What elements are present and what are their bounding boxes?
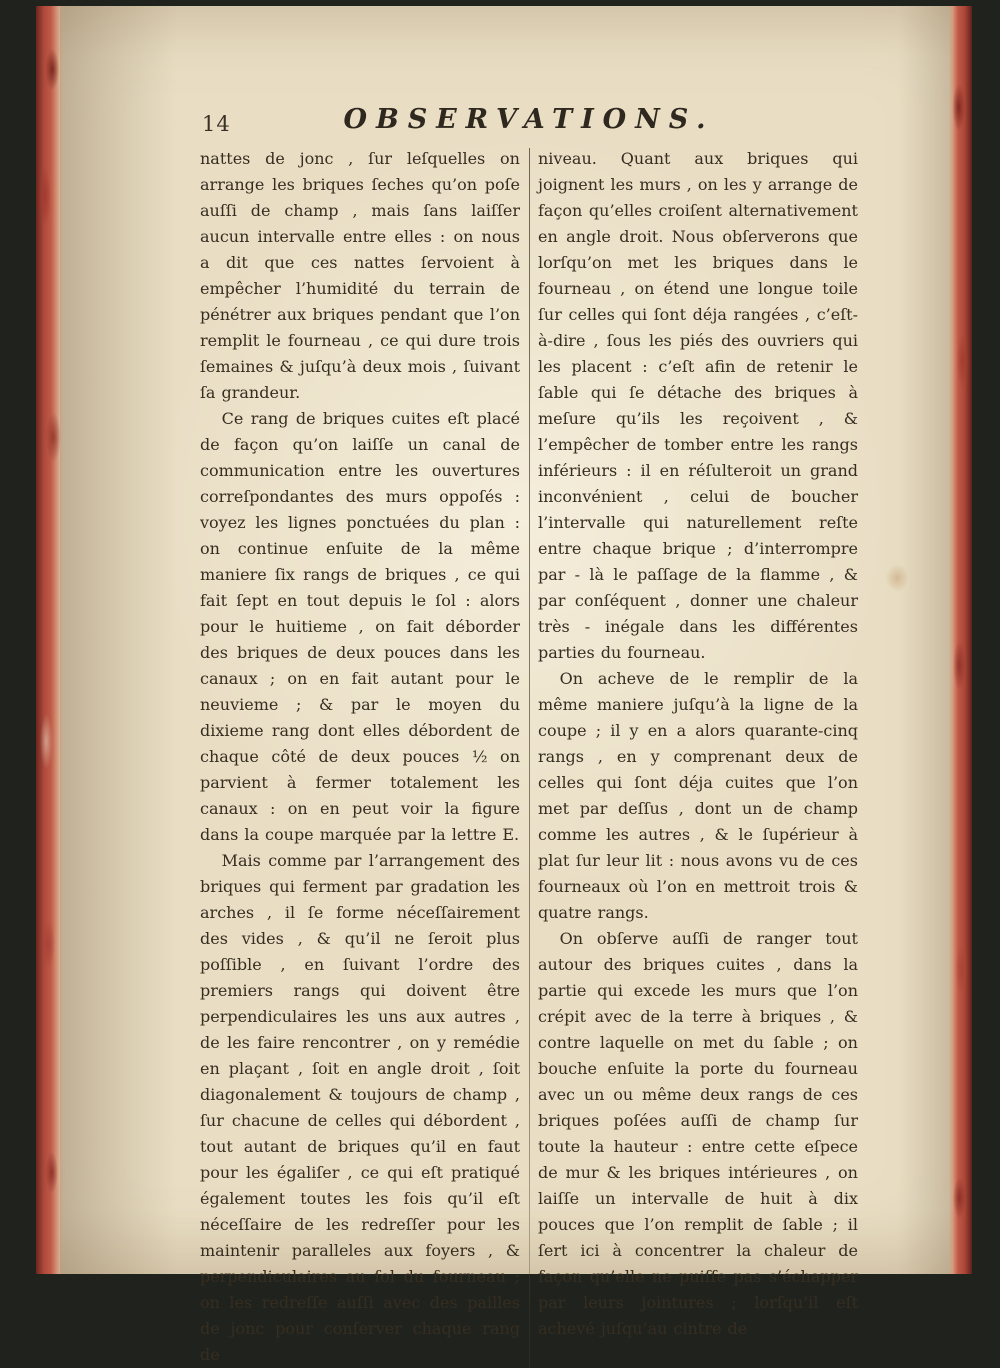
paragraph: nattes de jonc , ſur leſquelles on arrange les briques ſeches qu’on poſe auſſi de champ , mais ſans laiſſer aucun intervalle entre elles : on nous a dit que ces nattes ſervoient à empêcher l’humidité du terrain de pénétrer aux briques pendant que l’on remplit le fourneau , ce qui dure trois ſemaines & juſqu’à deux mois , ſuivant ſa grandeur. bbox=[200, 149, 520, 402]
paragraph: Ce rang de briques cuites eſt placé de façon qu’on laiſſe un canal de communication entre les ouvertures correſpondantes des murs oppoſés : voyez les lignes ponctuées du plan : on continue enſuite de la même maniere ſix rangs de briques , ce qui fait ſept en tout depuis le ſol : alors pour le huitieme , on fait déborder des briques de deux pouces dans les canaux ; on en fait autant pour le neuvieme ; & par le moyen du dixieme rang dont elles débordent de chaque côté de deux pouces ½ on parvient à fermer totalement les canaux : on en peut voir la figure dans la coupe marquée par la lettre E. bbox=[200, 409, 520, 844]
paragraph: On obſerve auſſi de ranger tout autour des briques cuites , dans la partie qui excede les murs que l’on crépit avec de la terre à briques , & contre laquelle on met du ſable ; on bouche enſuite la porte du fourneau avec un ou même deux rangs de ces briques poſées auſſi de champ ſur toute la hauteur : entre cette eſpece de mur & les briques intérieures , on laiſſe un intervalle de huit à dix pouces que l’on remplit de ſable ; il ſert ici à concentrer la chaleur de façon qu’elle ne puiſſe pas s’échapper par leurs jointures ; lorſqu’il eſt achevé juſqu’au cintre de bbox=[538, 929, 858, 1338]
left-column bbox=[200, 146, 520, 1368]
left-marbled-edge bbox=[36, 6, 63, 1274]
column-divider bbox=[529, 148, 530, 1368]
paragraph: niveau. Quant aux briques qui joignent les murs , on les y arrange de façon qu’elles croiſent alternativement en angle droit. Nous obſerverons que lorſqu’on met les briques dans le fourneau , on étend une longue toile ſur celles qui ſont déja rangées , c’eſt-à-dire , ſous les piés des ouvriers qui les placent : c’eſt afin de retenir le ſable qui ſe détache des briques à meſure qu’ils les reçoivent , & l’empêcher de tomber entre les rangs inférieurs : il en réſulteroit un grand inconvénient , celui de boucher l’intervalle qui naturellement reſte entre chaque brique ; d’interrompre par - là le paſſage de la flamme , & par conſéquent , donner une chaleur très - inégale dans les différentes parties du fourneau. bbox=[538, 149, 858, 662]
paper-stain bbox=[882, 560, 912, 596]
right-marbled-edge bbox=[949, 6, 972, 1274]
fore-edge-shadow bbox=[892, 6, 952, 1274]
text-columns bbox=[200, 146, 858, 1368]
book-page bbox=[36, 6, 972, 1364]
binding-shadow bbox=[60, 6, 190, 1274]
paragraph: On acheve de le remplir de la même maniere juſqu’à la ligne de la coupe ; il y en a alors quarante-cinq rangs , en y comprenant deux de celles qui ſont déja cuites que l’on met par deſſus , dont un de champ comme les autres , & le ſupérieur à plat ſur leur lit : nous avons vu de ces fourneaux où l’on en mettroit trois & quatre rangs. bbox=[538, 669, 858, 922]
page-header bbox=[200, 104, 858, 142]
running-title: OBSERVATIONS. bbox=[343, 104, 715, 135]
right-column bbox=[538, 146, 858, 1368]
page-number: 14 bbox=[202, 112, 231, 136]
paragraph: Mais comme par l’arrangement des briques qui ferment par gradation les arches , il ſe forme néceſſairement des vides , & qu’il ne ſeroit plus poſſible , en ſuivant l’ordre des premiers rangs qui doivent être perpendiculaires les uns aux autres , de les faire rencontrer , on y remédie en plaçant , ſoit en angle droit , ſoit diagonalement & toujours de champ , ſur chacune de celles qui débordent , tout autant de briques qu’il en faut pour les égaliſer , ce qui eſt pratiqué également toutes les fois qu’il eſt néceſſaire de les redreſſer pour les maintenir paralleles aux foyers , & perpendiculaires au ſol du fourneau ; on les redreſſe auſſi avec des pailles de jonc pour conſerver chaque rang de bbox=[200, 851, 520, 1364]
